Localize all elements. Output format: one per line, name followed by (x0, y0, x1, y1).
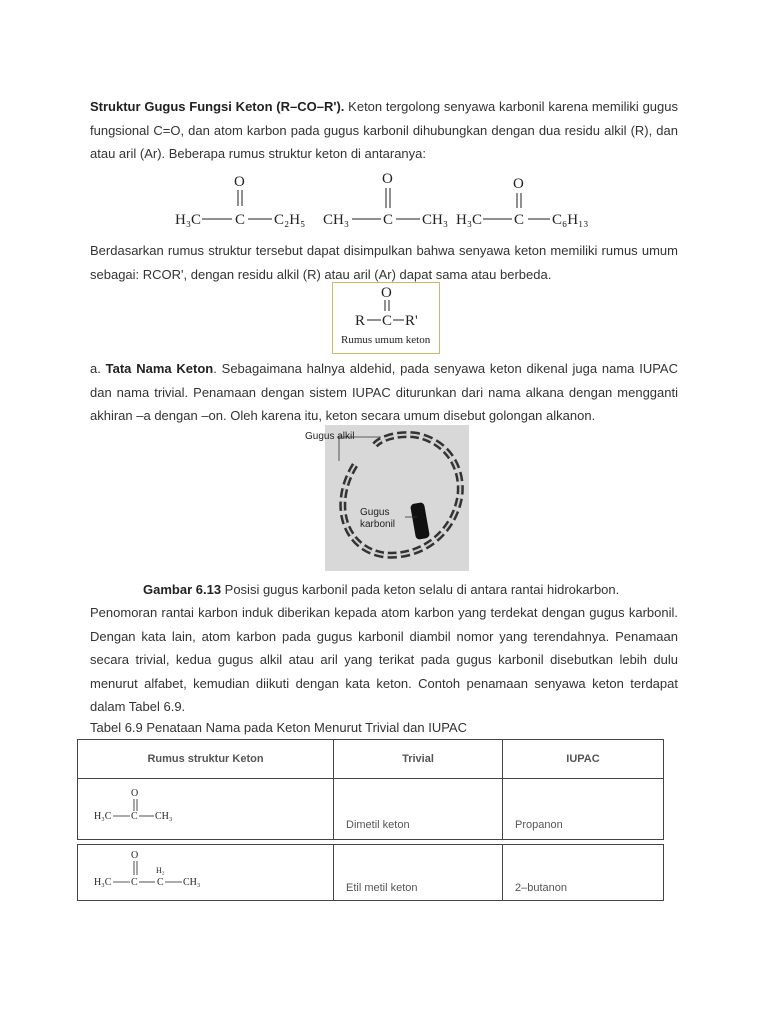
general-formula-paragraph: Berdasarkan rumus struktur tersebut dapat disimpulkan bahwa senyawa keton memiliki rumus umum sebagai: RCOR', dengan residu alkil (R) atau aril (Ar) dapat sama atau berbeda. (90, 243, 678, 282)
row2-structure (78, 845, 331, 897)
s3-oxygen: O (513, 176, 524, 192)
row1-c: C (131, 811, 138, 822)
gf-label: Rumus umum keton (341, 334, 431, 346)
gf-oxygen: O (381, 285, 392, 301)
row2-trivial: Etil metil keton (334, 845, 503, 901)
caption-number: Gambar 6.13 (143, 582, 222, 597)
naming-prefix: a. (90, 361, 106, 376)
s3-left: H₃C (456, 212, 483, 228)
s2-right: CH₃ (422, 212, 449, 228)
row1-trivial: Dimetil keton (334, 779, 503, 840)
numbering-paragraph: Penomoran rantai karbon induk diberikan kepada atom karbon yang terdekat dengan gugus karbonil. Dengan kata lain, atom karbon pada gugus karbonil diambil nomor yang terendahnya. Penamaan secara trivial, kedua gugus alkil atau aril yang terikat pada gugus karbonil disebutkan lebih dulu menurut alfabet, kemudian diikuti dengan kata keton. Contoh penamaan senyawa keton terdapat dalam Tabel 6.9. (90, 605, 678, 714)
gf-r1: R (355, 313, 366, 329)
header-iupac: IUPAC (503, 740, 664, 779)
chain-figure (305, 425, 469, 571)
table-row (78, 845, 664, 901)
s1-left: H₃C (175, 212, 202, 228)
label-gugus-alkil: Gugus alkil (305, 431, 355, 442)
row1-structure (78, 779, 331, 836)
general-formula-box (332, 282, 440, 354)
s2-left: CH₃ (323, 212, 350, 228)
label-gugus: Gugus (360, 507, 390, 518)
s2-oxygen: O (382, 171, 393, 187)
row1-oxygen: O (131, 788, 139, 799)
intro-paragraph (90, 95, 678, 166)
row2-right: CH₃ (183, 877, 201, 888)
caption-text: Posisi gugus karbonil pada keton selalu di antara rantai hidrokarbon. (221, 582, 620, 597)
gf-r2: R' (405, 313, 418, 329)
ketone-structures (172, 170, 602, 230)
figure-caption (143, 581, 619, 599)
intro-heading: Struktur Gugus Fungsi Keton (R–CO–R'). (90, 99, 345, 114)
row2-oxygen: O (131, 850, 139, 861)
s1-center: C (235, 212, 246, 228)
header-trivial: Trivial (334, 740, 503, 779)
header-formula: Rumus struktur Keton (78, 740, 334, 779)
chain-illustration (305, 425, 469, 571)
table-header-row (78, 740, 664, 779)
ketone-naming-table (77, 739, 664, 901)
general-formula-diagram (333, 283, 439, 353)
row1-left: H₃C (94, 811, 112, 822)
s3-right: C₆H₁₃ (552, 212, 589, 228)
row2-c2: C (157, 877, 164, 888)
naming-paragraph (90, 357, 678, 428)
gf-c: C (382, 313, 393, 329)
naming-text: . Sebagaimana halnya aldehid, pada senyawa keton dikenal juga nama IUPAC dan nama trivial. Penamaan dengan sistem IUPAC diturunkan dari nama alkana dengan mengganti akhiran –a dengan –on. Oleh karena itu, keton secara umum disebut golongan alkanon. (90, 361, 678, 423)
row1-iupac: Propanon (503, 779, 664, 840)
naming-heading: Tata Nama Keton (105, 361, 214, 376)
row2-iupac: 2–butanon (503, 845, 664, 901)
s1-oxygen: O (234, 174, 245, 190)
row1-formula (78, 779, 334, 840)
row2-c: C (131, 877, 138, 888)
row2-formula (78, 845, 334, 901)
row2-left: H₃C (94, 877, 112, 888)
table-row (78, 779, 664, 840)
table-title: Tabel 6.9 Penataan Nama pada Keton Menurut Trivial dan IUPAC (90, 720, 467, 735)
s2-center: C (383, 212, 394, 228)
row1-right: CH₃ (155, 811, 173, 822)
intro-text: Keton tergolong senyawa karbonil karena memiliki gugus fungsional C=O, dan atom karbon pada gugus karbonil dihubungkan dengan dua residu alkil (R), dan atau aril (Ar). Beberapa rumus struktur keton di antaranya: (90, 99, 678, 161)
s3-center: C (514, 212, 525, 228)
label-karbonil: karbonil (360, 519, 396, 530)
row2-h2: H₂ (156, 866, 165, 875)
s1-right: C₂H₅ (274, 212, 306, 228)
